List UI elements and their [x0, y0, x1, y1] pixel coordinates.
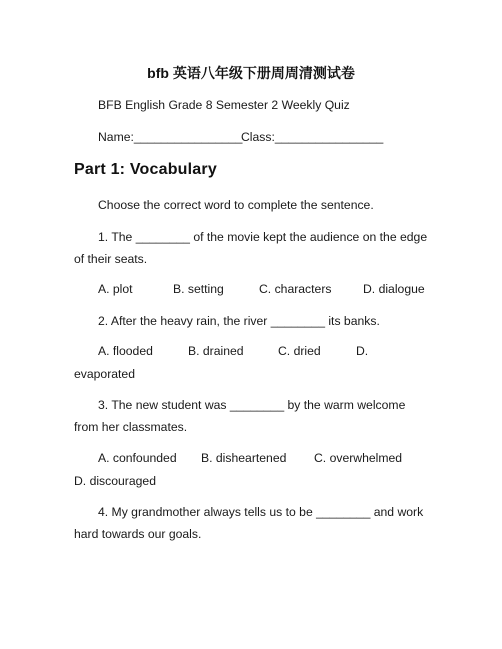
option-b: B. drained	[188, 344, 244, 358]
option-c: C. characters	[259, 282, 332, 296]
question-2-options-wrap: evaporated	[74, 367, 135, 381]
class-field-label: Class:________________	[241, 130, 384, 144]
section-heading-part1: Part 1: Vocabulary	[74, 161, 217, 178]
name-field-label: Name:________________	[98, 130, 243, 144]
question-3-text: 3. The new student was ________ by the warm welcome	[98, 398, 406, 412]
question-4-text-cont: hard towards our goals.	[74, 527, 202, 541]
question-2-options	[0, 343, 502, 359]
option-d: D. dialogue	[363, 282, 425, 296]
option-b: B. setting	[173, 282, 224, 296]
option-d: D.	[356, 344, 369, 358]
question-4-text: 4. My grandmother always tells us to be ________ and work	[98, 505, 424, 519]
question-2-text: 2. After the heavy rain, the river ________ its banks.	[98, 314, 380, 328]
document-title: bfb 英语八年级下册周周清测试卷	[147, 65, 355, 81]
question-1-options	[0, 281, 502, 297]
question-3-text-cont: from her classmates.	[74, 420, 188, 434]
option-a: A. confounded	[98, 451, 177, 465]
question-3-options	[0, 450, 502, 466]
instructions: Choose the correct word to complete the sentence.	[98, 198, 374, 212]
question-1-text: 1. The ________ of the movie kept the audience on the edge	[98, 230, 428, 244]
option-b: B. disheartened	[201, 451, 287, 465]
option-c: C. dried	[278, 344, 321, 358]
question-3-options-wrap: D. discouraged	[74, 474, 156, 488]
document-subtitle: BFB English Grade 8 Semester 2 Weekly Quiz	[98, 98, 350, 112]
option-a: A. flooded	[98, 344, 153, 358]
option-a: A. plot	[98, 282, 133, 296]
option-c: C. overwhelmed	[314, 451, 403, 465]
question-1-text-cont: of their seats.	[74, 252, 148, 266]
